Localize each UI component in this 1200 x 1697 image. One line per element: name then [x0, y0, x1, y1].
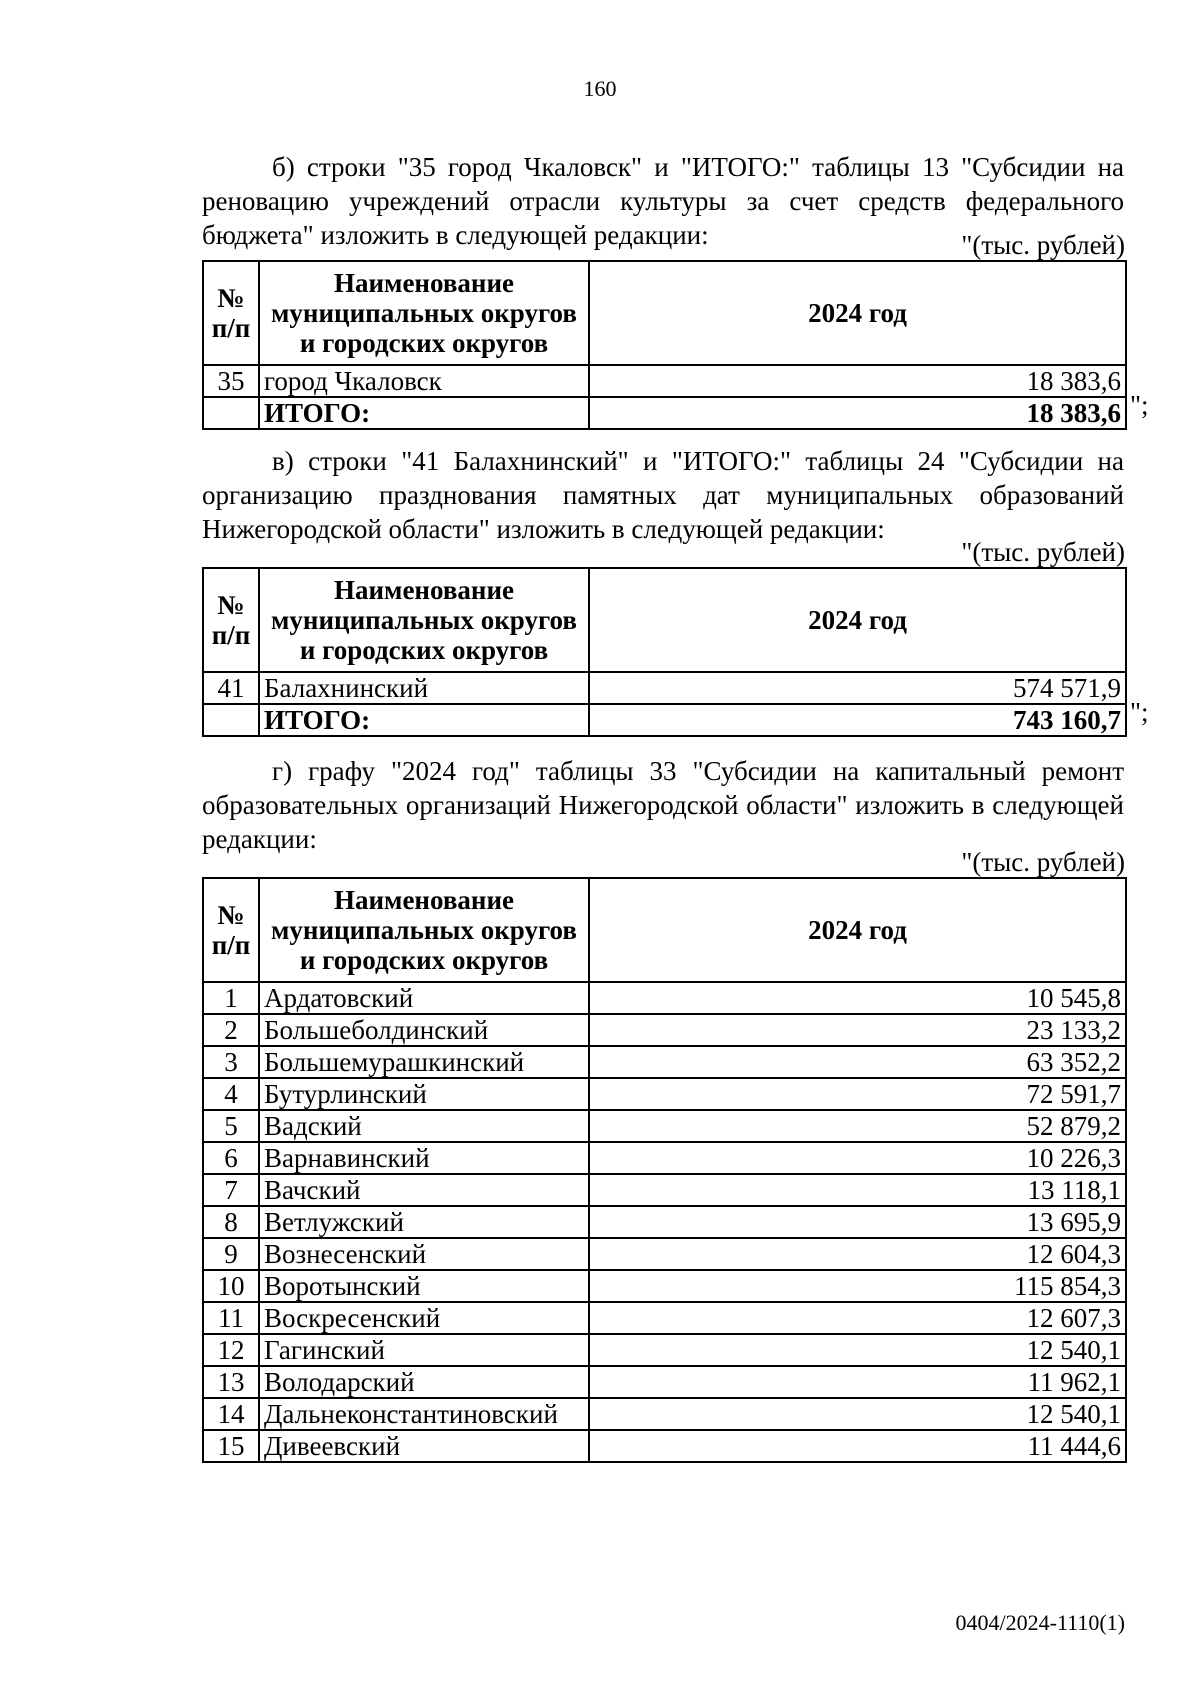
row-name: Ветлужский: [259, 1206, 589, 1238]
row-name: Большемурашкинский: [259, 1046, 589, 1078]
table-header-row: [203, 568, 1126, 672]
row-name: Воротынский: [259, 1270, 589, 1302]
table-header-row: [203, 261, 1126, 365]
row-num: 35: [203, 365, 259, 397]
total-num: [203, 704, 259, 736]
table-g: [202, 877, 1127, 1463]
table-row: [203, 1270, 1126, 1302]
header-year: 2024 год: [589, 568, 1126, 672]
table-row: [203, 1430, 1126, 1462]
row-value: 12 540,1: [589, 1398, 1126, 1430]
header-name: Наименование муниципальных округов и городских округов: [259, 568, 589, 672]
header-num: № п/п: [203, 568, 259, 672]
total-row: [203, 704, 1126, 736]
table-row: [203, 672, 1126, 704]
table-row: [203, 1174, 1126, 1206]
section-g-text: г) графу "2024 год" таблицы 33 "Субсидии на капитальный ремонт образовательных организаций Нижегородской области" изложить в следующей редакции:: [202, 756, 1124, 854]
total-num: [203, 397, 259, 429]
total-value: 743 160,7: [589, 704, 1126, 736]
table-row: [203, 1238, 1126, 1270]
total-label: ИТОГО:: [259, 397, 589, 429]
row-value: 23 133,2: [589, 1014, 1126, 1046]
row-name: Бутурлинский: [259, 1078, 589, 1110]
unit-label-v: "(тыс. рублей): [961, 537, 1125, 567]
row-name: Воскресенский: [259, 1302, 589, 1334]
table-row: [203, 1014, 1126, 1046]
row-num: 15: [203, 1430, 259, 1462]
row-num: 10: [203, 1270, 259, 1302]
row-value: 12 604,3: [589, 1238, 1126, 1270]
row-num: 3: [203, 1046, 259, 1078]
row-name: Дивеевский: [259, 1430, 589, 1462]
header-name: Наименование муниципальных округов и городских округов: [259, 878, 589, 982]
row-value: 52 879,2: [589, 1110, 1126, 1142]
header-year: 2024 год: [589, 878, 1126, 982]
closing-quote-b: ";: [1130, 390, 1149, 420]
header-name: Наименование муниципальных округов и городских округов: [259, 261, 589, 365]
table-row: [203, 1302, 1126, 1334]
total-label: ИТОГО:: [259, 704, 589, 736]
row-name: Вачский: [259, 1174, 589, 1206]
table-row: [203, 1398, 1126, 1430]
row-num: 12: [203, 1334, 259, 1366]
row-num: 6: [203, 1142, 259, 1174]
row-name: Большеболдинский: [259, 1014, 589, 1046]
table-header-row: [203, 878, 1126, 982]
header-year: 2024 год: [589, 261, 1126, 365]
total-value: 18 383,6: [589, 397, 1126, 429]
row-num: 5: [203, 1110, 259, 1142]
table-b: [202, 260, 1127, 430]
header-num: № п/п: [203, 261, 259, 365]
table-row: [203, 1046, 1126, 1078]
row-value: 10 545,8: [589, 982, 1126, 1014]
unit-label-g: "(тыс. рублей): [961, 847, 1125, 877]
table-row: [203, 1366, 1126, 1398]
row-num: 2: [203, 1014, 259, 1046]
row-value: 12 607,3: [589, 1302, 1126, 1334]
row-value: 72 591,7: [589, 1078, 1126, 1110]
total-row: [203, 397, 1126, 429]
page-number: 160: [583, 76, 617, 101]
table-row: [203, 1142, 1126, 1174]
row-num: 1: [203, 982, 259, 1014]
table-v: [202, 567, 1127, 737]
table-row: [203, 365, 1126, 397]
row-num: 13: [203, 1366, 259, 1398]
row-name: Вадский: [259, 1110, 589, 1142]
table-row: [203, 982, 1126, 1014]
row-num: 41: [203, 672, 259, 704]
row-name: город Чкаловск: [259, 365, 589, 397]
row-value: 18 383,6: [589, 365, 1126, 397]
section-b-text: б) строки "35 город Чкаловск" и "ИТОГО:" таблицы 13 "Субсидии на реновацию учреждений отрасли культуры за счет средств федерального бюджета" изложить в следующей редакции:: [202, 152, 1124, 250]
row-value: 12 540,1: [589, 1334, 1126, 1366]
row-value: 13 118,1: [589, 1174, 1126, 1206]
unit-label-b: "(тыс. рублей): [961, 230, 1125, 260]
row-name: Вознесенский: [259, 1238, 589, 1270]
table-row: [203, 1206, 1126, 1238]
row-value: 574 571,9: [589, 672, 1126, 704]
table-row: [203, 1334, 1126, 1366]
row-value: 115 854,3: [589, 1270, 1126, 1302]
table-row: [203, 1078, 1126, 1110]
row-name: Володарский: [259, 1366, 589, 1398]
header-num: № п/п: [203, 878, 259, 982]
row-value: 11 444,6: [589, 1430, 1126, 1462]
row-num: 8: [203, 1206, 259, 1238]
section-v-text: в) строки "41 Балахнинский" и "ИТОГО:" таблицы 24 "Субсидии на организацию празднования памятных дат муниципальных образований Нижегородской области" изложить в следующей редакции:: [202, 446, 1124, 544]
closing-quote-v: ";: [1130, 697, 1149, 727]
row-name: Ардатовский: [259, 982, 589, 1014]
document-code: 0404/2024-1110(1): [955, 1610, 1125, 1635]
row-name: Варнавинский: [259, 1142, 589, 1174]
row-num: 9: [203, 1238, 259, 1270]
row-name: Балахнинский: [259, 672, 589, 704]
row-value: 13 695,9: [589, 1206, 1126, 1238]
row-num: 4: [203, 1078, 259, 1110]
row-name: Гагинский: [259, 1334, 589, 1366]
row-num: 7: [203, 1174, 259, 1206]
row-value: 63 352,2: [589, 1046, 1126, 1078]
table-row: [203, 1110, 1126, 1142]
row-name: Дальнеконстантиновский: [259, 1398, 589, 1430]
row-value: 11 962,1: [589, 1366, 1126, 1398]
row-num: 11: [203, 1302, 259, 1334]
row-num: 14: [203, 1398, 259, 1430]
row-value: 10 226,3: [589, 1142, 1126, 1174]
